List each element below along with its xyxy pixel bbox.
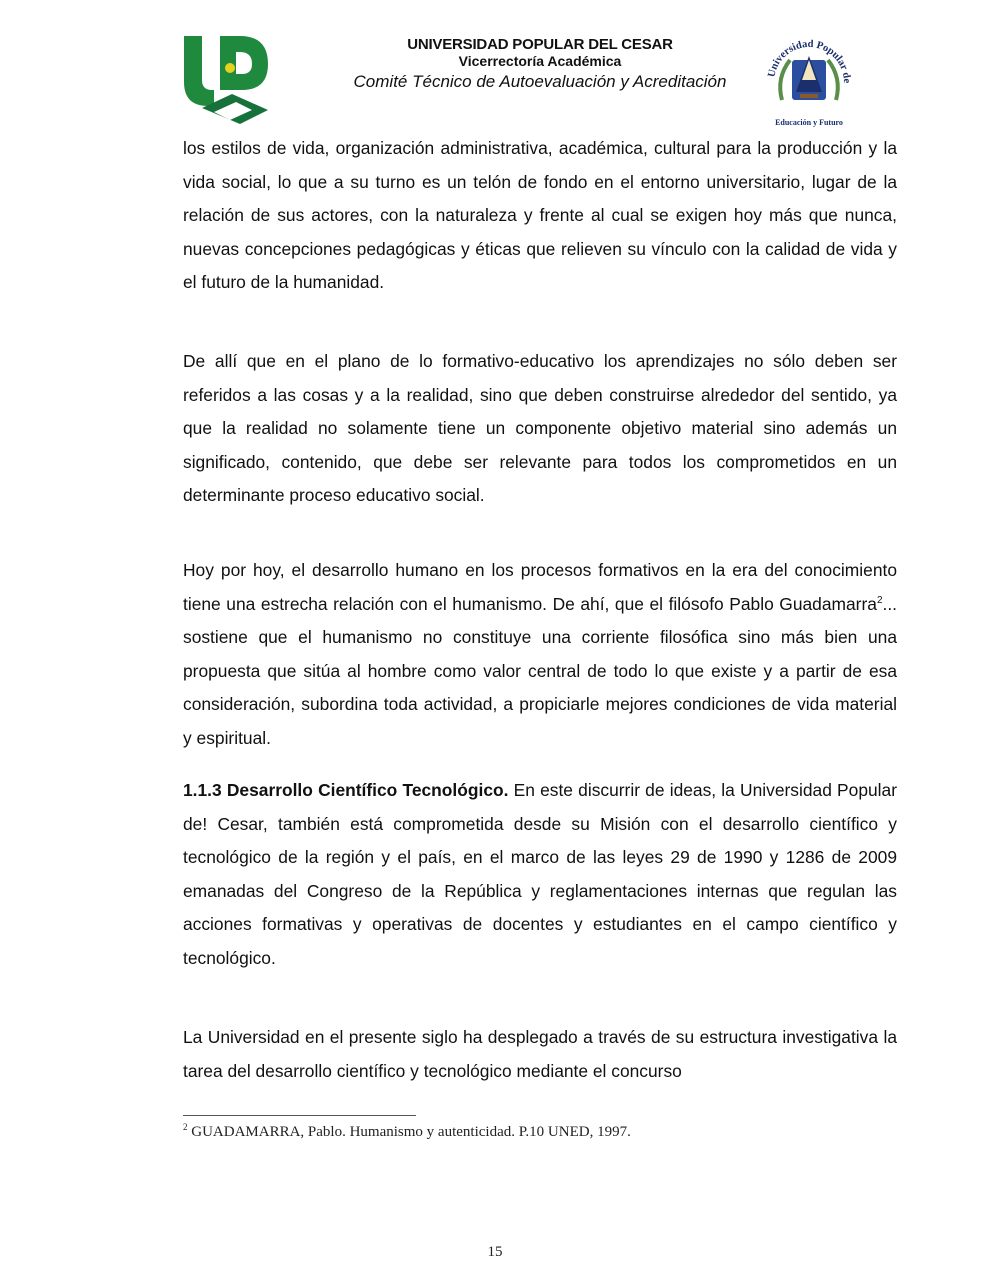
footnote-marker: 2 bbox=[183, 1122, 188, 1132]
page-number: 15 bbox=[487, 1244, 503, 1260]
paragraph-3-container bbox=[183, 554, 897, 755]
paragraph-text: Hoy por hoy, el desarrollo humano en los procesos formativos en la era del conocimiento tiene una estrecha relación con el humanismo. De ahí, que el filósofo Pablo Guadamarra bbox=[183, 560, 897, 614]
paragraph-text: ... sostiene que el humanismo no constituye una corriente filosófica sino más bien una propuesta que sitúa al hombre como valor central de todo lo que existe y a partir de esa consideración, subordina toda actividad, a propiciarle mejores condiciones de vida material y espiritual. bbox=[183, 593, 897, 748]
university-seal bbox=[760, 30, 858, 130]
footnote-reference: 2 bbox=[876, 594, 883, 606]
footnote-text: GUADAMARRA, Pablo. Humanismo y autenticidad. P.10 UNED, 1997. bbox=[187, 1124, 631, 1140]
paragraph-text: En este discurrir de ideas, la Universidad Popular de! Cesar, también está comprometida desde su Misión con el desarrollo científico y tecnológico de la región y el país, en el marco de las leyes 29 de 1990 y 1286 de 2009 emanadas del Congreso de la República y reglamentaciones internas que regulan las acciones formativas y operativas de docentes y estudiantes en el campo científico y tecnológico. bbox=[183, 780, 897, 968]
section-heading: 1.1.3 Desarrollo Científico Tecnológico. bbox=[183, 780, 509, 800]
seal-text: Universidad Popular de bbox=[766, 38, 853, 84]
document-header bbox=[300, 36, 780, 93]
university-name: UNIVERSIDAD POPULAR DEL CESAR bbox=[407, 36, 673, 53]
footnote-divider bbox=[183, 1115, 416, 1116]
paragraph-2-container bbox=[183, 345, 897, 513]
paragraph bbox=[183, 554, 897, 755]
paragraph: La Universidad en el presente siglo ha desplegado a través de su estructura investigativa la tarea del desarrollo científico y tecnológico mediante el concurso bbox=[183, 1027, 897, 1081]
seal-motto: Educación y Futuro bbox=[775, 118, 843, 127]
paragraph-5-container bbox=[183, 1021, 897, 1088]
paragraph-4-container bbox=[183, 774, 897, 975]
paragraph: los estilos de vida, organización administrativa, académica, cultural para la producción y la vida social, lo que a su turno es un telón de fondo en el entorno universitario, lugar de la relación de sus actores, con la naturaleza y frente al cual se exigen hoy más que nunca, nuevas concepciones pedagógicas y éticas que relieven su vínculo con la calidad de vida y el futuro de la humanidad. bbox=[183, 138, 897, 292]
footnote bbox=[183, 1124, 897, 1141]
university-logo bbox=[180, 30, 272, 126]
committee-name: Comité Técnico de Autoevaluación y Acreditación bbox=[353, 72, 727, 91]
vicerrectoria-name: Vicerrectoría Académica bbox=[458, 53, 622, 69]
paragraph bbox=[183, 774, 897, 975]
paragraph-1-container bbox=[183, 132, 897, 300]
paragraph: De allí que en el plano de lo formativo-educativo los aprendizajes no sólo deben ser referidos a las cosas y a la realidad, sino que deben construirse alrededor del sentido, ya que la realidad no solamente tiene un componente objetivo material sino además un significado, contenido, que debe ser relevante para todos los comprometidos en un determinante proceso educativo social. bbox=[183, 351, 897, 505]
